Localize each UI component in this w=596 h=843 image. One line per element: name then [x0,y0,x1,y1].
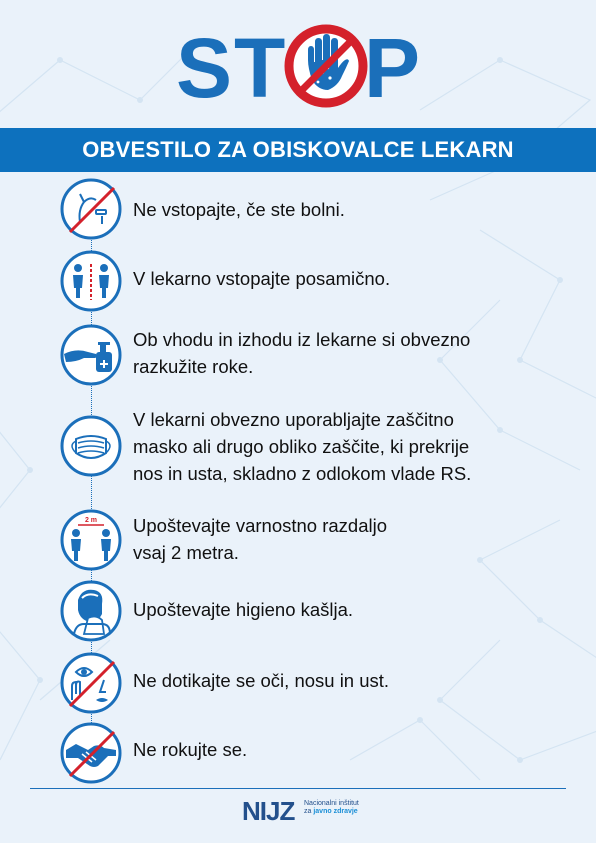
no-sick-person-icon [58,176,124,242]
logo-sub-line1: Nacionalni inštitut [304,800,359,807]
banner-title: OBVESTILO ZA OBISKOVALCE LEKARN [0,128,596,172]
logo-sub-prefix: za [304,808,314,815]
stop-letter-s: S [176,21,231,115]
item-text-4 [133,406,543,487]
item-line: Upoštevajte varnostno razdaljo [133,515,388,536]
distance-2m-icon [58,507,124,573]
item-line: vsaj 2 metra. [133,542,239,563]
one-at-a-time-icon [58,248,124,314]
item-text-2 [133,265,553,292]
logo-sub-line2 [304,808,394,816]
item-line: V lekarno vstopajte posamično. [133,268,391,289]
no-handshake-icon [58,720,124,786]
no-touching-face-icon [58,650,124,716]
distance-label: 2 m [84,517,98,524]
face-mask-icon [58,413,124,479]
item-line: nos in usta, skladno z odlokom vlade RS. [133,463,472,484]
logo-sub-highlight: javno zdravje [313,808,358,815]
item-text-8 [133,736,553,763]
item-line: Ne vstopajte, če ste bolni. [133,199,345,220]
item-text-7 [133,667,553,694]
item-text-6 [133,596,553,623]
item-line: masko ali drugo obliko zaščite, ki prekrije [133,436,470,457]
stop-letter-p: P [364,21,419,115]
footer-divider [30,788,566,789]
item-line: razkužite roke. [133,356,254,377]
item-text-1 [133,196,553,223]
logo-wordmark: NIJZ [242,796,295,826]
logo-subtitle [304,800,394,816]
cough-hygiene-icon [58,578,124,644]
item-line: Ob vhodu in izhodu iz lekarne si obvezno [133,329,471,350]
stop-title [176,22,426,114]
item-line: Ne dotikajte se oči, nosu in ust. [133,670,390,691]
item-line: V lekarni obvezno uporabljajte zaščitno [133,409,454,430]
item-text-3 [133,326,553,380]
stop-hand-icon [284,24,368,108]
item-line: Ne rokujte se. [133,739,248,760]
item-line: Upoštevajte higieno kašlja. [133,599,354,620]
stop-letter-t: T [234,21,284,115]
hand-sanitizer-icon [58,322,124,388]
item-text-5 [133,512,553,566]
